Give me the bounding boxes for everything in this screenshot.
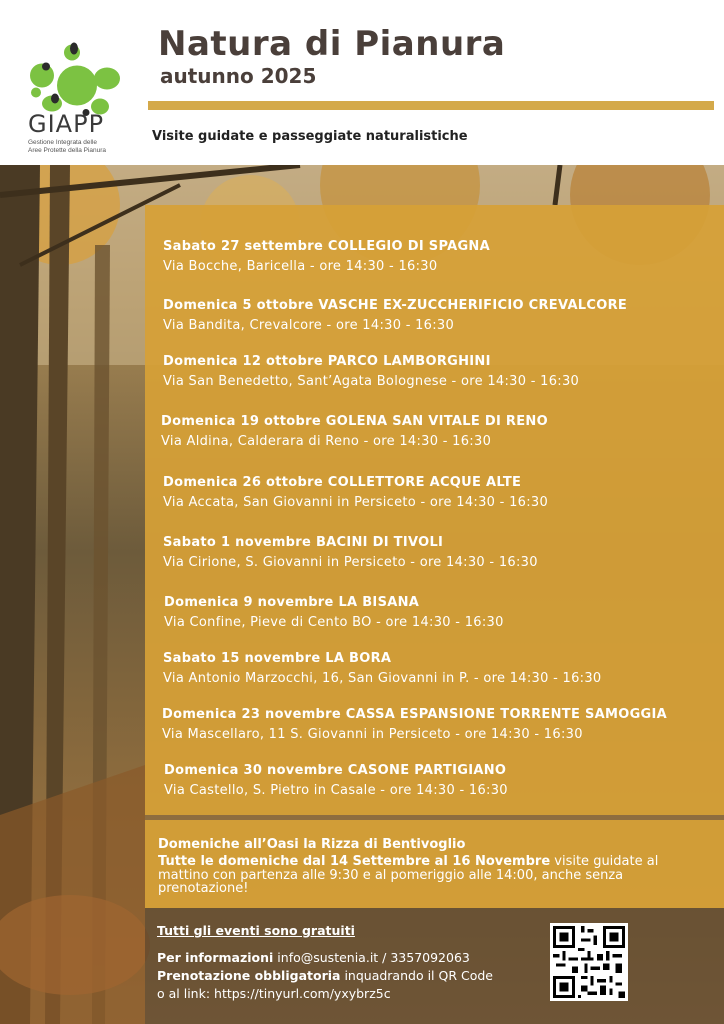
event-item — [163, 298, 627, 333]
oasi-dates: Tutte le domeniche dal 14 Settembre al 16 Novembre — [158, 854, 551, 869]
event-title: Domenica 12 ottobre PARCO LAMBORGHINI — [163, 354, 491, 369]
event-title: Domenica 19 ottobre GOLENA SAN VITALE DI RENO — [161, 414, 548, 429]
event-location: Via Bandita, Crevalcore - ore 14:30 - 16:30 — [163, 318, 455, 333]
event-item — [163, 651, 601, 686]
event-item — [163, 239, 490, 274]
footer-panel — [145, 908, 724, 1024]
logo-subtitle — [28, 139, 106, 155]
free-events-note: Tutti gli eventi sono gratuiti — [157, 923, 355, 938]
logo-subtitle-line2: Aree Protette della Pianura — [28, 147, 107, 154]
event-title: Sabato 1 novembre BACINI DI TIVOLI — [163, 535, 444, 550]
event-title: Domenica 30 novembre CASONE PARTIGIANO — [164, 763, 507, 778]
event-location: Via Accata, San Giovanni in Persiceto - ore 14:30 - 16:30 — [163, 495, 549, 510]
events-panel — [145, 205, 724, 815]
booking-value: inquadrando il QR Code — [340, 968, 493, 983]
logo-subtitle-line1: Gestione Integrata delle — [28, 139, 98, 146]
event-location: Via Castello, S. Pietro in Casale - ore 14:30 - 16:30 — [164, 783, 508, 798]
event-title: Domenica 23 novembre CASSA ESPANSIONE TORRENTE SAMOGGIA — [162, 707, 668, 722]
booking-label: Prenotazione obbligatoria — [157, 968, 341, 983]
event-location: Via Antonio Marzocchi, 16, San Giovanni in P. - ore 14:30 - 16:30 — [163, 671, 602, 686]
oasi-description — [158, 855, 713, 896]
page-subtitle: autunno 2025 — [160, 64, 317, 88]
page-title: Natura di Pianura — [158, 24, 506, 64]
event-location: Via Mascellaro, 11 S. Giovanni in Persiceto - ore 14:30 - 16:30 — [162, 727, 583, 742]
event-item — [163, 535, 538, 570]
event-item — [164, 763, 508, 798]
booking-link[interactable]: o al link: https://tinyurl.com/yxybrz5c — [157, 986, 391, 1001]
event-title: Domenica 26 ottobre COLLETTORE ACQUE ALTE — [163, 475, 522, 490]
contact-info — [157, 949, 493, 1003]
oasi-panel — [145, 820, 724, 908]
event-title: Domenica 5 ottobre VASCHE EX-ZUCCHERIFICIO CREVALCORE — [163, 298, 628, 313]
event-item — [163, 475, 548, 510]
event-title: Sabato 27 settembre COLLEGIO DI SPAGNA — [163, 239, 490, 254]
accent-bar — [148, 101, 714, 110]
info-label: Per informazioni — [157, 950, 274, 965]
logo-text: GIAPP — [28, 110, 105, 138]
info-value[interactable]: info@sustenia.it / 3357092063 — [273, 950, 470, 965]
event-location: Via Aldina, Calderara di Reno - ore 14:30 - 16:30 — [161, 434, 492, 449]
event-item — [162, 707, 667, 742]
event-location: Via Confine, Pieve di Cento BO - ore 14:30 - 16:30 — [164, 615, 504, 630]
oasi-text: visite guidate al mattino con partenza alle 9:30 e al pomeriggio alle 14:00, anche senza prenotazione! — [158, 854, 659, 896]
event-item — [163, 354, 579, 389]
event-title: Sabato 15 novembre LA BORA — [163, 651, 392, 666]
header — [0, 0, 724, 165]
event-title: Domenica 9 novembre LA BISANA — [164, 595, 420, 610]
event-location: Via San Benedetto, Sant’Agata Bolognese - ore 14:30 - 16:30 — [163, 374, 580, 389]
oasi-title: Domeniche all’Oasi la Rizza di Bentivoglio — [158, 837, 466, 852]
event-location: Via Cirione, S. Giovanni in Persiceto - ore 14:30 - 16:30 — [163, 555, 538, 570]
tagline: Visite guidate e passeggiate naturalistiche — [152, 129, 468, 144]
event-location: Via Bocche, Baricella - ore 14:30 - 16:30 — [163, 259, 438, 274]
event-item — [161, 414, 548, 449]
qr-code-icon[interactable] — [550, 923, 628, 1001]
event-item — [164, 595, 504, 630]
